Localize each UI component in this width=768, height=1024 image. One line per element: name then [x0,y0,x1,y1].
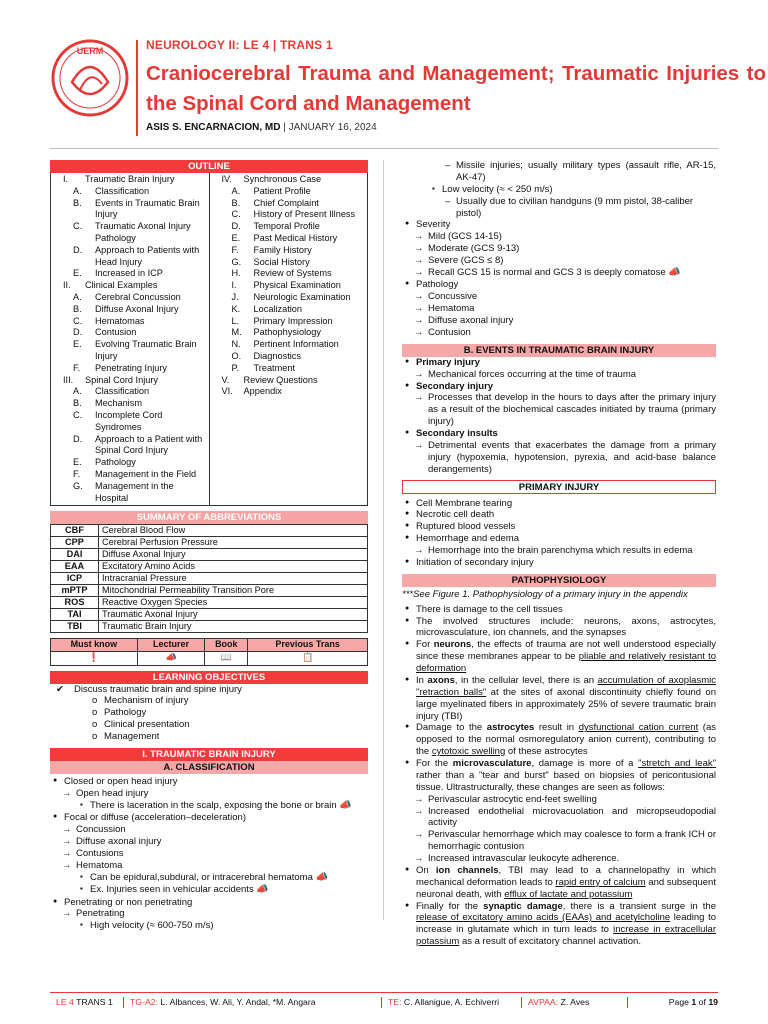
svg-text:UERM: UERM [76,46,104,56]
outline-item: I. Traumatic Brain Injury [63,174,175,184]
column-separator [383,160,384,920]
objectives-heading: LEARNING OBJECTIVES [50,671,368,684]
tbi-heading: I. TRAUMATIC BRAIN INJURY [50,748,368,761]
megaphone-icon: 📣 [315,871,328,883]
outline-item: A. Classification [73,386,150,397]
list-item: → Concussive [402,291,716,303]
list-item: ● Finally for the synaptic damage, there is a transient surge in the release of excitatory amino acids (EAAs) and acetylcholine leading to increase in glutamate which in turn leads to increase in extracellular potassium as a result of excitatory channel activation. [402,901,716,949]
outline-item: D. Contusion [73,327,137,338]
outline-heading: OUTLINE [50,160,368,173]
list-item: → Concussion [50,824,368,836]
outline-item: G. Management in the Hospital [73,480,174,503]
outline-table [50,173,368,506]
header-divider [136,40,138,136]
uerm-logo-icon [50,38,130,118]
legend-previous-trans: Previous Trans [248,639,368,651]
outline-item: C. Hematomas [73,315,145,326]
list-item: ● Primary injury [402,357,716,369]
objective-item: o Mechanism of injury [56,695,368,707]
list-item: → Recall GCS 15 is normal and GCS 3 is deeply comatose 📣 [402,267,716,280]
outline-item: F. Management in the Field [73,468,197,479]
list-item: → Open head injury [50,788,368,800]
objective-main: Discuss traumatic brain and spine injury [74,683,242,695]
outline-item: B. Diffuse Axonal Injury [73,303,179,314]
primary-injury-heading: PRIMARY INJURY [402,480,716,494]
list-item: ● Closed or open head injury [50,776,368,788]
outline-item: J. Neurologic Examination [231,291,351,302]
figure-reference: ***See Figure 1. Pathophysiology of a primary injury in the appendix [402,588,688,600]
list-item: → Detrimental events that exacerbates the damage from a primary injury (hypoxemia, hypotension, pyrexia, and acid-base balance derangements) [402,440,716,476]
outline-item: L. Primary Impression [231,315,333,326]
outline-item: H. Review of Systems [231,268,332,279]
list-item: → Diffuse axonal injury [50,836,368,848]
list-item: ● For neurons, the effects of trauma are not well understood especially since these membranes appear to be pliable and relatively resistant to deformation [402,639,716,675]
list-item: → Diffuse axonal injury [402,315,716,327]
table-row: CPP Cerebral Perfusion Pressure [51,537,368,549]
outline-item: A. Classification [73,185,150,196]
events-heading: B. EVENTS IN TRAUMATIC BRAIN INJURY [402,344,716,357]
outline-left [51,173,210,505]
table-row: TBI Traumatic Brain Injury [51,621,368,633]
outline-item: D. Approach to Patients with Head Injury [73,244,200,267]
list-item: ● Penetrating or non penetrating [50,897,368,909]
outline-item: B. Mechanism [73,398,142,409]
megaphone-icon: 📣 [137,651,205,665]
megaphone-icon: 📣 [256,884,269,896]
list-item: ● Cell Membrane tearing [402,498,716,510]
outline-item: E. Pathology [73,457,136,468]
header-rule [50,148,718,149]
table-row: ROS Reactive Oxygen Species [51,597,368,609]
list-item: ● Ruptured blood vessels [402,521,716,533]
footer-lecture: LE 4 TRANS 1 [50,997,124,1008]
outline-item: P. Treatment [231,362,296,373]
outline-item: G. Social History [231,256,310,267]
list-item: – Usually due to civilian handguns (9 mm pistol, 38-caliber pistol) [402,196,716,220]
list-item: ● Hemorrhage and edema [402,533,716,545]
list-item: ● On ion channels, TBI may lead to a channelopathy in which mechanical deformation leads to rapid entry of calcium and subsequent neuronal death, with efflux of lactate and potassium [402,865,716,901]
classification-list [50,776,368,932]
list-item: ▪ There is laceration in the scalp, exposing the bone or brain 📣 [50,800,368,813]
list-item: → Mechanical forces occurring at the time of trauma [402,369,716,381]
author: ASIS S. ENCARNACION, MD [146,122,281,133]
list-item: → Perivascular hemorrhage which may coalesce to form a frank ICH or hemorrhagic contusion [402,829,716,853]
page-footer [50,992,718,1008]
outline-item: M. Pathophysiology [231,327,321,338]
date: | JANUARY 16, 2024 [280,122,377,133]
outline-item: C. History of Present Illness [231,209,356,220]
classification-heading: A. CLASSIFICATION [50,761,368,774]
abbreviations-table [50,524,368,633]
document-header [50,38,766,138]
list-item: → Mild (GCS 14-15) [402,231,716,243]
list-item: → Hemorrhage into the brain parenchyma which results in edema [402,545,716,557]
list-item: → Hematoma [50,860,368,872]
list-item: ▪ Ex. Injuries seen in vehicular accidents 📣 [50,884,368,897]
right-column [402,160,716,948]
pathophysiology-heading: PATHOPHYSIOLOGY [402,574,716,587]
list-item: ● In axons, in the cellular level, there is an accumulation of axoplasmic "retraction balls" at the sites of axonal discontinuity chiefly found on large myelinated fibers in approximately 25% of severe traumatic brain injury (TBI) [402,675,716,723]
list-item: ● Focal or diffuse (acceleration–deceleration) [50,812,368,824]
list-item: ● Pathology [402,279,716,291]
list-item: → Processes that develop in the hours to days after the primary injury as a result of the biochemical cascades initiated by trauma (primary injury) [402,392,716,428]
list-item: ▪ Low velocity (≈ < 250 m/s) [402,184,716,196]
legend-book: Book [205,639,248,651]
outline-item: N. Pertinent Information [231,339,339,350]
outline-item: B. Chief Complaint [231,197,319,208]
outline-item: B. Events in Traumatic Brain Injury [73,197,200,220]
list-item: → Contusion [402,327,716,339]
list-item: ● Initiation of secondary injury [402,557,716,569]
left-column [50,160,368,932]
objective-item: o Management [56,731,368,743]
outline-item: C. Incomplete Cord Syndromes [73,409,163,432]
outline-item: C. Traumatic Axonal Injury Pathology [73,221,191,243]
table-row: TAI Traumatic Axonal Injury [51,609,368,621]
list-item: ● For the microvasculature, damage is more of a "stretch and leak" rather than a "tear and burst" based on biopsies of pericontusional tissue. Ultrastructurally, these changes are seen as follows: [402,758,716,794]
table-row: mPTP Mitochondrial Permeability Transition Pore [51,585,368,597]
megaphone-icon: 📣 [668,266,681,278]
outline-item: I. Physical Examination [231,280,341,291]
list-item: → Hematoma [402,303,716,315]
list-item: ● Secondary injury [402,381,716,393]
outline-item: F. Penetrating Injury [73,362,168,373]
legend-must-know: Must know [51,639,138,651]
list-item: → Contusions [50,848,368,860]
outline-item: IV. Synchronous Case [221,174,322,184]
page-number: Page 1 of 19 [668,997,718,1007]
list-item: → Increased intravascular leukocyte adherence. [402,853,716,865]
outline-item: V. Review Questions [221,374,318,385]
page-title: Craniocerebral Trauma and Management; Traumatic Injuries to the Spinal Cord and Management [146,62,766,115]
outline-item: E. Increased in ICP [73,268,163,279]
outline-right [210,173,368,505]
outline-item: F. Family History [231,244,312,255]
book-icon: 📖 [205,651,248,665]
megaphone-icon: 📣 [339,799,352,811]
table-row: DAI Diffuse Axonal Injury [51,549,368,561]
outline-item: VI. Appendix [221,386,282,397]
list-item: ▪ High velocity (≈ 600-750 m/s) [50,920,368,932]
list-item: ● The involved structures include: neurons, axons, astrocytes, microvasculature, ion channels, and the synapses [402,616,716,640]
byline [146,122,766,135]
list-item: → Severe (GCS ≤ 8) [402,255,716,267]
outline-item: III. Spinal Cord Injury [63,374,159,385]
list-item: – Missile injuries; usually military types (assault rifle, AR-15, AK-47) [402,160,716,184]
list-item: ● Necrotic cell death [402,509,716,521]
outline-item: II. Clinical Examples [63,280,158,291]
list-item: ● There is damage to the cell tissues [402,604,716,616]
objectives-list [50,684,368,743]
list-item: ● Secondary insults [402,428,716,440]
list-item: ▪ Can be epidural,subdural, or intracerebral hematoma 📣 [50,872,368,885]
objective-item: o Clinical presentation [56,719,368,731]
list-item: ● Severity [402,219,716,231]
list-item: → Perivascular astrocytic end-feet swelling [402,794,716,806]
outline-item: K. Localization [231,303,303,314]
table-row: EAA Excitatory Amino Acids [51,561,368,573]
list-item: → Penetrating [50,908,368,920]
must-know-icon: ❗ [51,651,138,665]
table-row: CBF Cerebral Blood Flow [51,525,368,537]
checkmark-icon: ✔ [56,683,64,695]
footer-avpaa: AVPAA: Z. Aves [522,997,628,1008]
footer-tg: TG-A2: L. Albances, W. Ali, Y. Andal, *M. Angara [124,997,382,1008]
table-row: ICP Intracranial Pressure [51,573,368,585]
course-label: NEUROLOGY II: LE 4 | TRANS 1 [146,38,333,52]
outline-item: D. Temporal Profile [231,221,320,232]
objective-item: o Pathology [56,707,368,719]
list-item: → Increased endothelial microvacuolation and micropseudopodial activity [402,806,716,830]
outline-item: E. Evolving Traumatic Brain Injury [73,339,197,361]
legend-table [50,638,368,665]
abbreviations-heading: SUMMARY OF ABBREVIATIONS [50,511,368,524]
outline-item: D. Approach to a Patient with Spinal Cord Injury [73,433,203,456]
footer-te: TE: C. Allanigue, A. Echiverri [382,997,522,1008]
outline-item: E. Past Medical History [231,232,338,243]
outline-item: O. Diagnostics [231,350,301,361]
outline-item: A. Patient Profile [231,185,311,196]
clipboard-icon: 📋 [248,651,368,665]
legend-lecturer: Lecturer [137,639,205,651]
outline-item: A. Cerebral Concussion [73,291,181,302]
list-item: ● Damage to the astrocytes result in dysfunctional cation current (as opposed to the normal osmoregulatory anion current), contributing to the cytotoxic swelling of these astrocytes [402,722,716,758]
list-item: → Moderate (GCS 9-13) [402,243,716,255]
